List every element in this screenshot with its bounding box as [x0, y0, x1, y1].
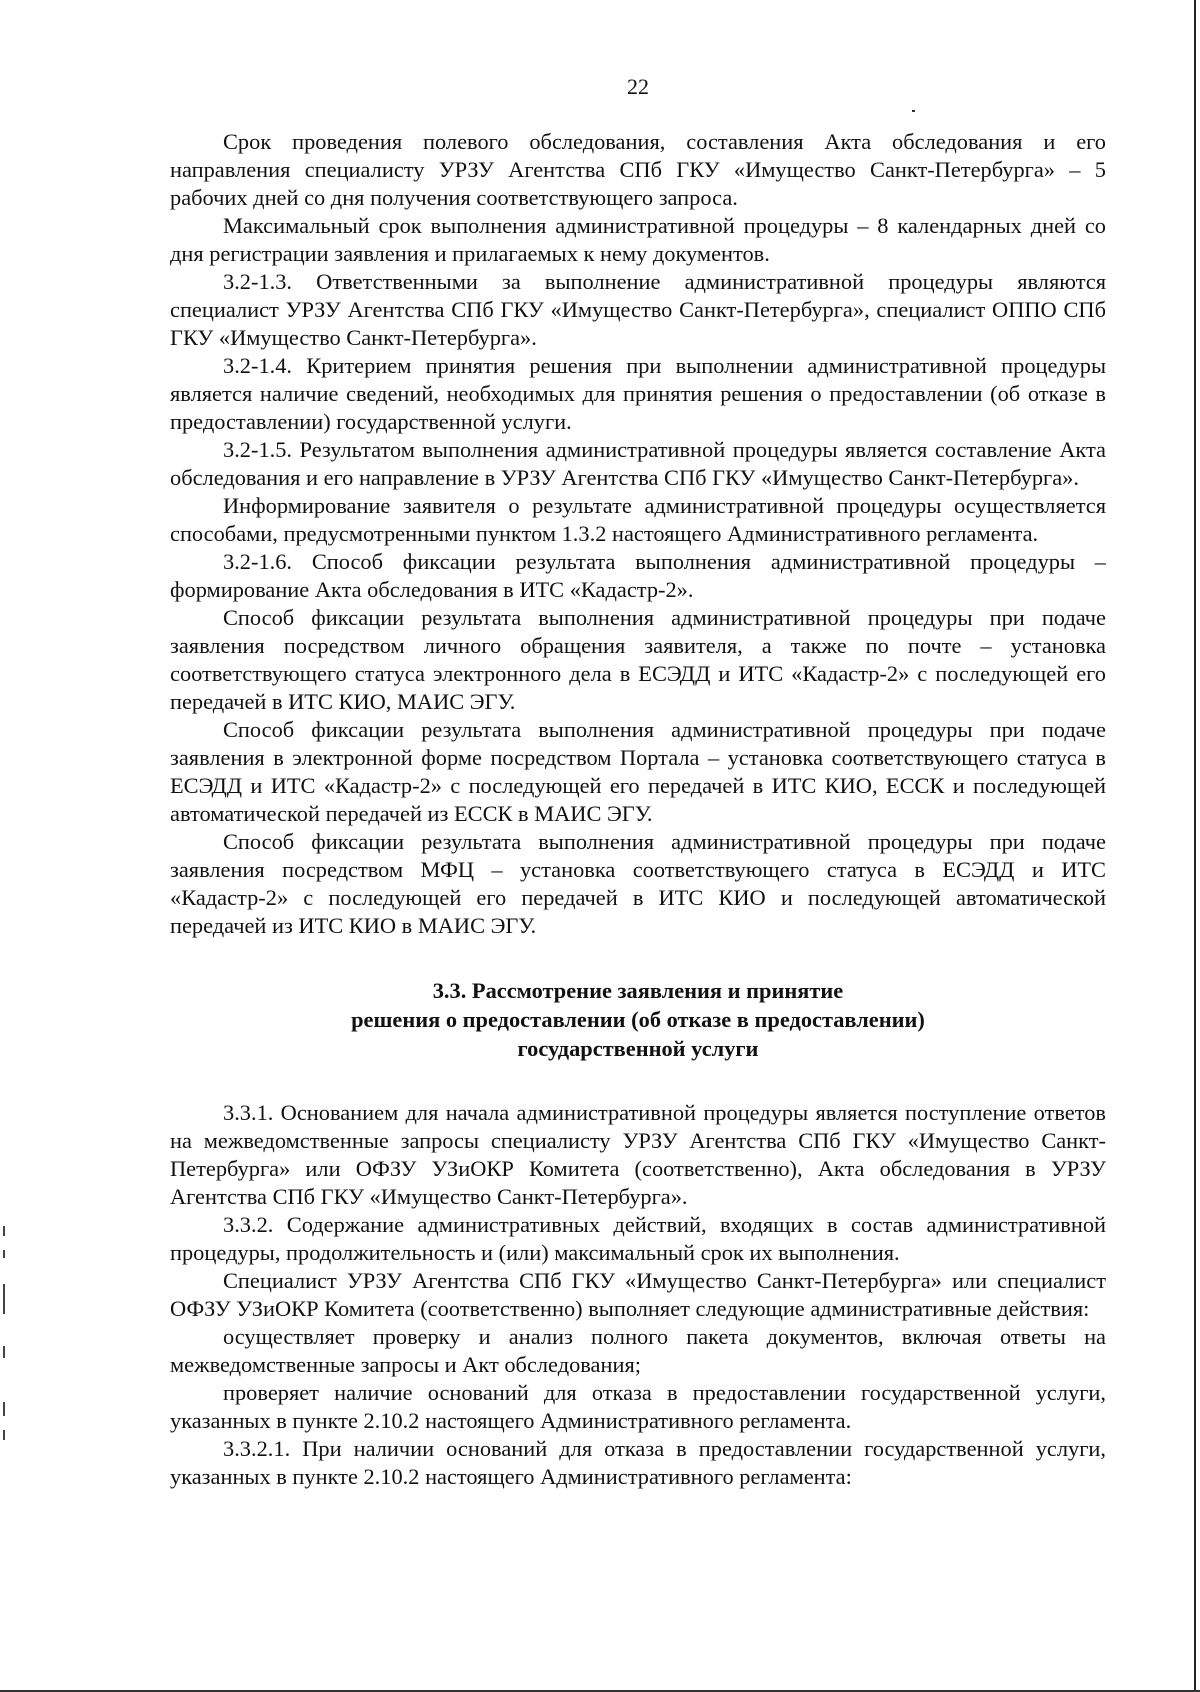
- paragraph: Информирование заявителя о результате административной процедуры осуществляется способами, предусмотренными пунктом 1.3.2 настоящего Административного регламента.: [170, 493, 1106, 546]
- paragraph: Способ фиксации результата выполнения административной процедуры при подаче заявления посредством личного обращения заявителя, а также по почте – установка соответствующего статуса электронного дела в ЕСЭДД и ИТС «Кадастр-2» с последующей его передачей в ИТС КИО, МАИС ЭГУ.: [170, 605, 1106, 714]
- paragraph: Срок проведения полевого обследования, составления Акта обследования и его направления специалисту УРЗУ Агентства СПб ГКУ «Имущество Санкт-Петербурга» – 5 рабочих дней со дня получения соответствующего запроса.: [170, 129, 1106, 210]
- scan-border-right: [1194, 0, 1196, 1692]
- paragraph: Максимальный срок выполнения административной процедуры – 8 календарных дней со дня регистрации заявления и прилагаемых к нему документов.: [170, 213, 1106, 266]
- scan-mark: [3, 1226, 5, 1236]
- paragraph: 3.2-1.3. Ответственными за выполнение административной процедуры являются специалист УРЗУ Агентства СПб ГКУ «Имущество Санкт-Петербурга», специалист ОППО СПб ГКУ «Имущество Санкт-Петербурга».: [170, 269, 1106, 350]
- paragraph: проверяет наличие оснований для отказа в предоставлении государственной услуги, указанных в пункте 2.10.2 настоящего Административного регламента.: [170, 1380, 1106, 1433]
- paragraph: осуществляет проверку и анализ полного пакета документов, включая ответы на межведомственные запросы и Акт обследования;: [170, 1324, 1106, 1377]
- paragraph: 3.3.1. Основанием для начала административной процедуры является поступление ответов на межведомственные запросы специалисту УРЗУ Агентства СПб ГКУ «Имущество Санкт-Петербурга» или ОФЗУ УЗиОКР Комитета (соответственно), Акта обследования в УРЗУ Агентства СПб ГКУ «Имущество Санкт-Петербурга».: [170, 1100, 1106, 1209]
- section-heading-line: государственной услуги: [517, 1036, 759, 1061]
- paragraph: 3.3.2.1. При наличии оснований для отказа в предоставлении государственной услуги, указанных в пункте 2.10.2 настоящего Административного регламента:: [170, 1436, 1106, 1489]
- page-number: 22: [627, 74, 649, 99]
- scan-mark: [3, 1284, 5, 1314]
- scan-dot: [912, 110, 915, 112]
- paragraph: 3.2-1.5. Результатом выполнения административной процедуры является составление Акта обследования и его направление в УРЗУ Агентства СПб ГКУ «Имущество Санкт-Петербурга».: [170, 437, 1106, 490]
- document-body: [170, 128, 1106, 1491]
- section-heading: [170, 976, 1106, 1063]
- scan-mark: [3, 1250, 5, 1258]
- scan-mark: [3, 1430, 5, 1440]
- paragraph: Способ фиксации результата выполнения административной процедуры при подаче заявления посредством МФЦ – установка соответствующего статуса в ЕСЭДД и ИТС «Кадастр-2» с последующей его передачей в ИТС КИО и последующей автоматической передачей из ИТС КИО в МАИС ЭГУ.: [170, 829, 1106, 938]
- scan-mark: [3, 1402, 5, 1416]
- paragraph: Способ фиксации результата выполнения административной процедуры при подаче заявления в электронной форме посредством Портала – установка соответствующего статуса в ЕСЭДД и ИТС «Кадастр-2» с последующей его передачей в ИТС КИО, ЕССК и последующей автоматической передачей из ЕССК в МАИС ЭГУ.: [170, 717, 1106, 826]
- paragraph: 3.2-1.4. Критерием принятия решения при выполнении административной процедуры является наличие сведений, необходимых для принятия решения о предоставлении (об отказе в предоставлении) государственной услуги.: [170, 353, 1106, 434]
- section-heading-line: 3.3. Рассмотрение заявления и принятие: [432, 978, 844, 1003]
- scan-mark: [3, 1346, 5, 1358]
- paragraph: 3.2-1.6. Способ фиксации результата выполнения административной процедуры – формирование Акта обследования в ИТС «Кадастр-2».: [170, 549, 1106, 602]
- paragraph: 3.3.2. Содержание административных действий, входящих в состав административной процедуры, продолжительность и (или) максимальный срок их выполнения.: [170, 1212, 1106, 1265]
- paragraph: Специалист УРЗУ Агентства СПб ГКУ «Имущество Санкт-Петербурга» или специалист ОФЗУ УЗиОКР Комитета (соответственно) выполняет следующие административные действия:: [170, 1268, 1106, 1321]
- section-heading-line: решения о предоставлении (об отказе в предоставлении): [351, 1007, 925, 1032]
